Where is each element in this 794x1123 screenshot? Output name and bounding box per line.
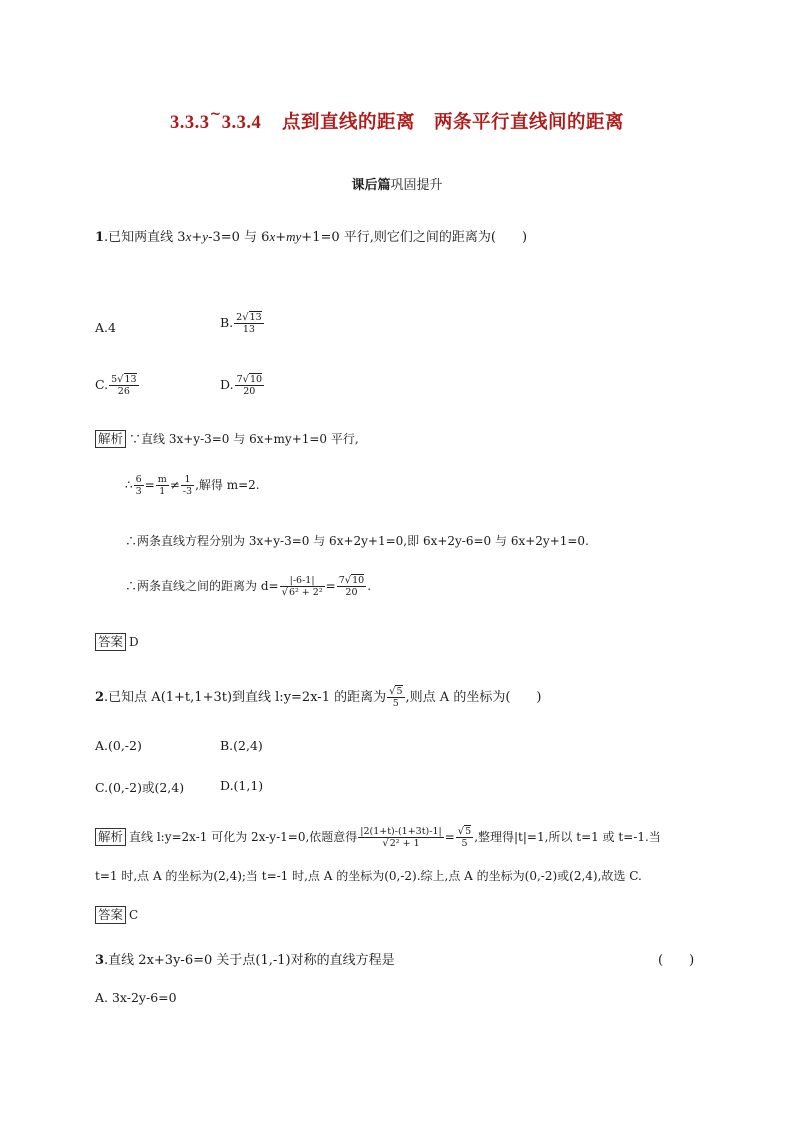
q2-answer <box>95 906 138 924</box>
radicand: 13 <box>249 312 262 323</box>
fraction: $\frac{5√13}{26}$ <box>111 374 137 397</box>
q1-var: x <box>185 229 192 244</box>
q3-text: .直线 2x+3y-6=0 关于点(1,-1)对称的直线方程是 <box>104 953 395 968</box>
q2-option-d: D.(1,1) <box>220 778 264 793</box>
numerator: 6 <box>135 474 142 485</box>
q2-option-b: B.(2,4) <box>220 738 263 753</box>
denominator: 13 <box>242 324 255 335</box>
q2-analysis-line-2: t=1 时,点 A 的坐标为(2,4);当 t=-1 时,点 A 的坐标为(0,-2).综上,点 A 的坐标为(0,-2)或(2,4),故选 C. <box>95 869 642 883</box>
section-end: 3.3.4 <box>221 113 262 133</box>
denominator: 3 <box>135 486 142 497</box>
option-letter: C. <box>95 377 109 392</box>
q1-var: x <box>269 229 276 244</box>
analysis-tag: 解析 <box>95 828 126 846</box>
numerator: |2(1+t)-(1+3t)-1| <box>360 826 442 837</box>
solution-text: ∴两条直线之间的距离为 d= <box>125 579 279 593</box>
q1-text: -3=0 与 6 <box>208 230 270 245</box>
fraction <box>156 474 169 497</box>
fraction: $\frac{√5}{5}$ <box>389 686 403 709</box>
range-tilde: ~ <box>209 106 222 122</box>
not-equal-sign: ≠ <box>169 478 180 492</box>
q1-text: +1=0 平行,则它们之间的距离为( ) <box>301 230 528 245</box>
q1-text: + <box>191 230 203 245</box>
fraction <box>181 474 194 497</box>
q2-option-a: A.(0,-2) <box>95 738 142 753</box>
denominator: 5 <box>392 698 399 709</box>
radicand: 6² + 2² <box>288 587 323 598</box>
fraction: $\frac{√5}{5}$ <box>457 826 472 849</box>
question-1 <box>95 226 527 245</box>
option-letter: D. <box>220 377 234 392</box>
q1-option-b <box>220 312 265 335</box>
answer-value: D <box>129 635 139 649</box>
q1-answer <box>95 633 139 651</box>
radicand: 2² + 1 <box>389 838 420 849</box>
numerator: 1 <box>181 474 194 486</box>
denominator: 5 <box>461 838 468 849</box>
answer-tag: 答案 <box>95 906 126 924</box>
radicand: 10 <box>352 575 365 586</box>
radicand: 5 <box>396 686 403 697</box>
numerator: m <box>157 474 167 485</box>
q1-option-d <box>220 374 265 397</box>
coef: 5 <box>111 374 118 385</box>
analysis-tag: 解析 <box>95 430 126 448</box>
q1-analysis-line-4 <box>125 575 371 598</box>
q1-text: .已知两直线 3 <box>104 230 186 245</box>
q1-var: y <box>202 229 209 244</box>
period: . <box>367 579 372 593</box>
subtitle-bold: 课后篇 <box>351 178 391 193</box>
denominator: -3 <box>182 486 193 497</box>
equals-sign: = <box>325 579 336 593</box>
title-text: 点到直线的距离 两条平行直线间的距离 <box>282 112 625 133</box>
question-2 <box>95 686 541 709</box>
answer-value: C <box>129 908 139 922</box>
q1-analysis-line-3: ∴两条直线方程分别为 3x+y-3=0 与 6x+2y+1=0,即 6x+2y-6=0 与 6x+2y+1=0. <box>125 534 589 548</box>
q1-option-a: A.4 <box>95 320 116 335</box>
denominator: 20 <box>243 386 256 397</box>
q3-answer-paren: ( ) <box>658 953 695 968</box>
question-number: 2 <box>95 690 105 705</box>
question-3 <box>95 949 395 968</box>
question-number: 1 <box>95 230 105 245</box>
q1-analysis-line-2 <box>125 474 260 497</box>
q2-option-c: C.(0,-2)或(2,4) <box>95 780 185 795</box>
q2-text: .已知点 A(1+t,1+3t)到直线 l:y=2x-1 的距离为 <box>104 690 387 705</box>
q1-text: + <box>275 230 287 245</box>
solution-text: ,解得 m=2. <box>195 478 260 492</box>
subtitle <box>0 174 794 193</box>
coef: 7 <box>338 575 345 586</box>
page-title <box>0 108 794 134</box>
option-letter: B. <box>220 315 234 330</box>
denominator: 1 <box>159 486 166 497</box>
fraction: $\frac{7√10}{20}$ <box>236 374 263 397</box>
denominator: 26 <box>117 386 130 397</box>
q2-analysis-line-1 <box>95 826 661 849</box>
fraction <box>134 474 144 497</box>
answer-tag: 答案 <box>95 633 126 651</box>
q2-text: ,则点 A 的坐标为( ) <box>405 690 542 705</box>
radicand: 13 <box>124 374 137 385</box>
radicand: 10 <box>249 374 263 385</box>
fraction: $\frac{|-6-1|}{\text{√6² + 2²}}$ <box>281 575 323 598</box>
q3-option-a: A. 3x-2y-6=0 <box>95 990 177 1005</box>
denominator: 20 <box>345 587 358 598</box>
radicand: 5 <box>465 826 472 837</box>
equals-sign: = <box>144 478 155 492</box>
numerator: |-6-1| <box>280 575 325 587</box>
solution-text: ∵直线 3x+y-3=0 与 6x+my+1=0 平行, <box>129 432 359 446</box>
solution-text: 直线 l:y=2x-1 可化为 2x-y-1=0,依题意得 <box>129 830 358 844</box>
solution-text: ,整理得|t|=1,所以 t=1 或 t=-1.当 <box>474 830 661 844</box>
fraction: $\frac{7√10}{20}$ <box>338 575 365 598</box>
q1-option-c <box>95 374 140 397</box>
section-start: 3.3.3 <box>169 113 210 133</box>
q1-var: my <box>286 229 302 244</box>
question-number: 3 <box>95 953 105 968</box>
coef: 7 <box>236 374 243 385</box>
therefore-symbol: ∴ <box>125 478 133 492</box>
fraction: $\frac{|2(1+t)-(1+3t)-1|}{\text{√2² + 1}}$ <box>360 826 442 849</box>
equals-sign: = <box>444 830 455 844</box>
subtitle-light: 巩固提升 <box>390 178 443 193</box>
q1-analysis-line-1 <box>95 430 359 448</box>
coef: 2 <box>236 312 243 323</box>
fraction: $\frac{2√13}{13}$ <box>236 312 262 335</box>
